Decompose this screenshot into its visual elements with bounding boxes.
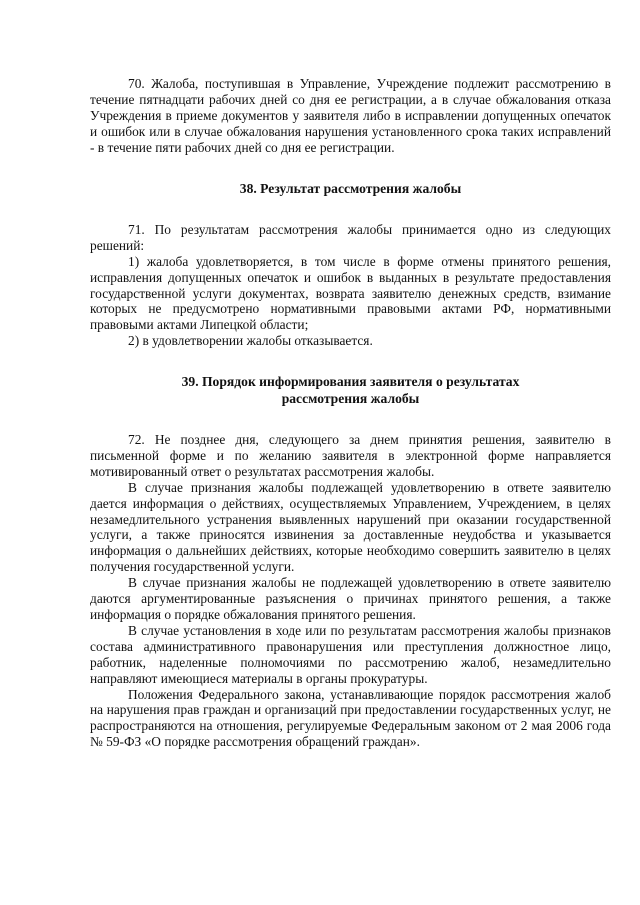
federal-law-text-before: Положения Федерального закона, устанавливающие порядок рассмотрения жалоб на нарушения прав граждан и организаций при предоставлении государственных услуг, не распространяются на отношения, регулируемые Федеральным bbox=[90, 686, 611, 734]
heading-section-38: 38. Результат рассмотрения жалобы bbox=[239, 180, 462, 196]
document-body bbox=[90, 76, 611, 750]
paragraph-70: 70. Жалоба, поступившая в Управление, Учреждение подлежит рассмотрению в течение пятнадцати рабочих дней со дня ее регистрации, а в случае обжалования отказа Учреждения в приеме документов у заявителя либо в исправлении допущенных опечаток и ошибок или в случае обжалования нарушения установленного срока таких исправлений - в течение пяти рабочих дней со дня ее регистрации. bbox=[90, 76, 611, 155]
paragraph-71: 71. По результатам рассмотрения жалобы принимается одно из следующих решений: bbox=[90, 221, 611, 253]
paragraph-72-federal-law bbox=[90, 687, 611, 751]
paragraph-72-prosecution: В случае установления в ходе или по результатам рассмотрения жалобы признаков состава административного правонарушения или преступления должностное лицо, работник, наделенные полномочиями по рассмотрению жалоб, незамедлительно направляют имеющиеся материалы в органы прокуратуры. bbox=[90, 622, 611, 686]
paragraph-72-satisfied: В случае признания жалобы подлежащей удовлетворению в ответе заявителю дается информация о действиях, осуществляемых Управлением, Учреждением, в целях незамедлительного устранения выявленных нарушений при оказании государственной услуги, а также приносятся извинения за доставленные неудобства и указывается информация о дальнейших действиях, которые необходимо совершить заявителю в целях получения государственной услуги. bbox=[90, 479, 611, 575]
paragraph-72: 72. Не позднее дня, следующего за днем принятия решения, заявителю в письменной форме и по желанию заявителя в электронной форме направляется мотивированный ответ о результатах рассмотрения жалобы. bbox=[90, 432, 611, 479]
heading-section-39-line-1: 39. Порядок информирования заявителя о результатах bbox=[181, 374, 520, 390]
heading-section-39 bbox=[90, 374, 611, 407]
paragraph-72-rejected: В случае признания жалобы не подлежащей удовлетворению в ответе заявителю даются аргументированные разъяснения о причинах принятого решения, а также информация о порядке обжалования принятого решения. bbox=[90, 575, 611, 622]
paragraph-71-item-1: 1) жалоба удовлетворяется, в том числе в форме отмены принятого решения, исправления допущенных опечаток и ошибок в выданных в результате предоставления государственной услуги документах, возврата заявителю денежных средств, взимание которых не предусмотрено нормативными правовыми актами РФ, нормативными правовыми актами Липецкой области; bbox=[90, 253, 611, 333]
paragraph-71-item-2: 2) в удовлетворении жалобы отказывается. bbox=[128, 333, 373, 349]
heading-section-39-line-2: рассмотрения жалобы bbox=[281, 390, 420, 406]
federal-law-text-after: от 2 мая 2006 года № 59-ФЗ «О порядке рассмотрения обращений граждан». bbox=[90, 718, 612, 750]
law-link[interactable]: законом bbox=[454, 718, 501, 734]
